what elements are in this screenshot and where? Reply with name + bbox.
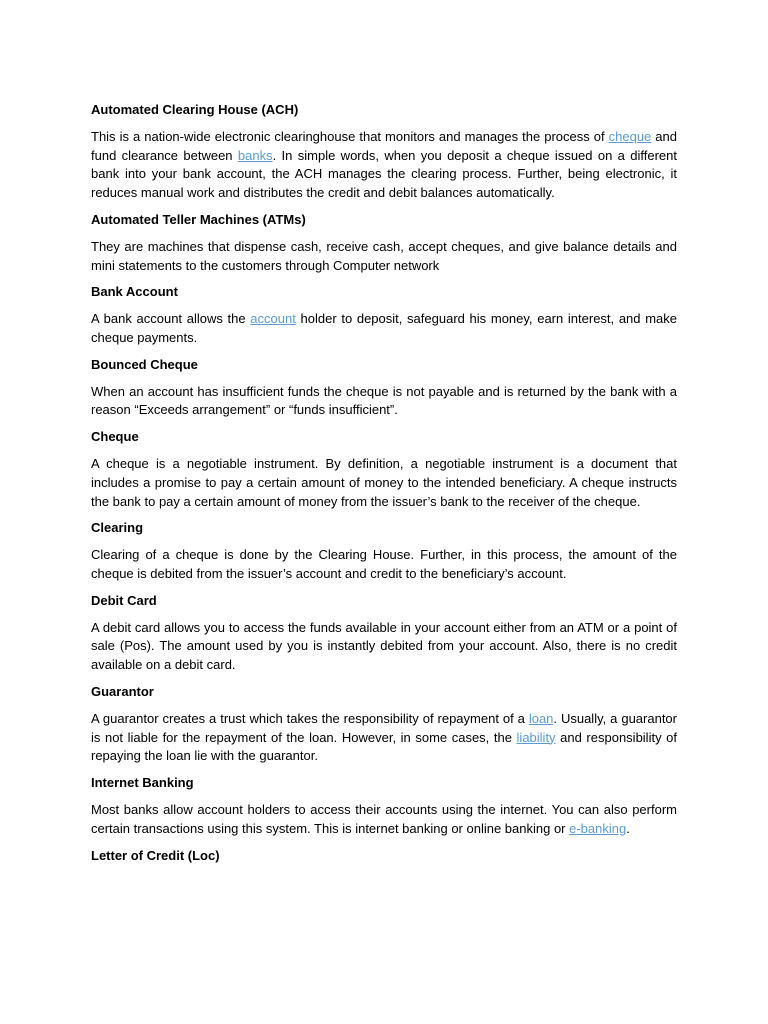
- definition-text: This is a nation-wide electronic clearinghouse that monitors and manages the process of: [91, 128, 609, 144]
- term-definition: [91, 801, 677, 839]
- term-heading: Cheque: [91, 429, 139, 445]
- term-heading: Internet Banking: [91, 775, 194, 791]
- term-definition: [91, 128, 677, 203]
- definition-text: . In simple words, when you deposit a cheque issued on a different bank into your bank account, the ACH manages the clearing process. Further, being electronic, it reduces manual work and distributes the credit and debit balances automatically.: [91, 147, 677, 201]
- definition-text: When an account has insufficient funds the cheque is not payable and is returned by the bank with a reason “Exceeds arrangement” or “funds insufficient”.: [91, 383, 677, 418]
- term-heading: Bank Account: [91, 284, 178, 300]
- term-heading: Debit Card: [91, 592, 157, 608]
- term-heading: Bounced Cheque: [91, 356, 198, 372]
- definition-text: A guarantor creates a trust which takes the responsibility of repayment of a: [91, 710, 529, 726]
- definition-text: Most banks allow account holders to access their accounts using the internet. You can also perform certain transactions using this system. This is internet banking or online banking or: [91, 801, 677, 836]
- definition-text: . Usually, a guarantor is not liable for the repayment of the loan. However, in some cases, the: [91, 710, 677, 745]
- term-definition: [91, 383, 677, 421]
- term-definition: [91, 546, 677, 584]
- definition-text: Clearing of a cheque is done by the Clearing House. Further, in this process, the amount of the cheque is debited from the issuer’s account and credit to the beneficiary’s account.: [91, 547, 677, 581]
- definition-text: and fund clearance between: [91, 128, 677, 163]
- definition-text: A bank account allows the: [91, 311, 251, 327]
- term-heading: Guarantor: [91, 683, 154, 699]
- term-definition: [91, 238, 677, 276]
- hyperlink-loan[interactable]: loan: [528, 710, 554, 726]
- hyperlink-cheque[interactable]: cheque: [608, 128, 652, 144]
- definition-text: A cheque is a negotiable instrument. By definition, a negotiable instrument is a document that includes a promise to pay a certain amount of money to the intended beneficiary. A cheque instructs the bank to pay a certain amount of money from the issuer’s bank to the receiver of the cheque.: [91, 455, 677, 509]
- glossary-content: [91, 101, 677, 873]
- definition-text: holder to deposit, safeguard his money, earn interest, and make cheque payments.: [91, 311, 677, 345]
- term-heading: Letter of Credit (Loc): [91, 847, 220, 863]
- hyperlink-account[interactable]: account: [250, 311, 296, 327]
- hyperlink-banks[interactable]: banks: [237, 147, 273, 163]
- term-heading: Clearing: [91, 520, 144, 536]
- term-definition: [91, 310, 677, 348]
- term-heading: Automated Clearing House (ACH): [91, 102, 299, 117]
- term-heading: Automated Teller Machines (ATMs): [91, 211, 306, 227]
- definition-text: They are machines that dispense cash, receive cash, accept cheques, and give balance details and mini statements to the customers through Computer network: [91, 238, 677, 273]
- term-definition: [91, 619, 677, 675]
- term-definition: [91, 455, 677, 511]
- definition-text: and responsibility of repaying the loan lie with the guarantor.: [91, 729, 677, 764]
- term-definition: [91, 710, 677, 766]
- definition-text: A debit card allows you to access the funds available in your account either from an ATM or a point of sale (Pos). The amount used by you is instantly debited from your account. Also, there is no credit available on a debit card.: [91, 619, 677, 673]
- hyperlink-e-banking[interactable]: e-banking: [569, 820, 627, 836]
- definition-text: .: [626, 820, 630, 836]
- hyperlink-liability[interactable]: liability: [516, 729, 556, 745]
